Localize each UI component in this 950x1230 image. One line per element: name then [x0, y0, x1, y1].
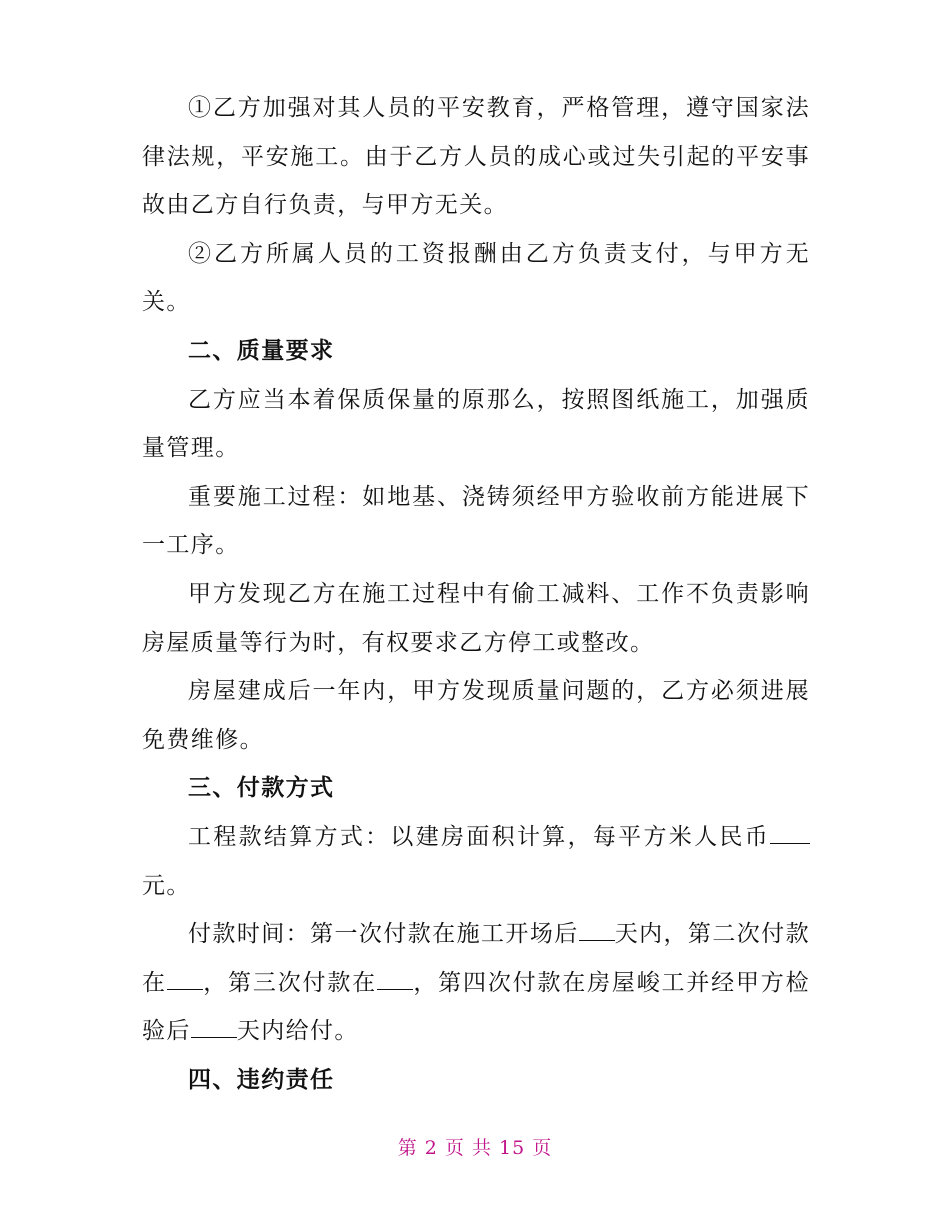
document-body	[142, 84, 810, 1104]
paragraph-payment-schedule	[142, 910, 810, 1056]
price-blank	[770, 821, 810, 844]
payment-text-2: 天内，第二次付款在	[142, 921, 811, 996]
paragraph-settlement	[142, 813, 810, 910]
paragraph-safety-education: ①乙方加强对其人员的平安教育，严格管理，遵守国家法律法规，平安施工。由于乙方人员的成心或过失引起的平安事故由乙方自行负责，与甲方无关。	[142, 95, 810, 219]
paragraph-wages: ②乙方所属人员的工资报酬由乙方负责支付，与甲方无关。	[142, 240, 810, 316]
section-heading-payment: 三、付款方式	[188, 774, 335, 802]
section-heading-liability: 四、违约责任	[188, 1065, 335, 1093]
payment-text-5: 天内给付。	[236, 1018, 359, 1045]
section-heading-quality: 二、质量要求	[188, 336, 335, 364]
paragraph-warranty: 房屋建成后一年内，甲方发现质量问题的，乙方必须进展免费维修。	[142, 678, 810, 753]
paragraph-key-process: 重要施工过程：如地基、浇铸须经甲方验收前方能进展下一工序。	[142, 483, 810, 559]
settlement-unit: 元。	[142, 872, 191, 899]
payment-text-1: 付款时间：第一次付款在施工开场后	[188, 921, 579, 948]
payment-text-4: ，第四次付款在房屋峻工并经甲方检验后	[142, 969, 810, 1045]
second-payment-blank	[167, 967, 203, 990]
fourth-payment-days-blank	[191, 1015, 237, 1038]
third-payment-blank	[377, 967, 413, 990]
settlement-text: 工程款结算方式：以建房面积计算，每平方米人民币	[188, 823, 770, 850]
first-payment-days-blank	[579, 918, 615, 941]
payment-text-3: ，第三次付款在	[202, 969, 377, 996]
page-number-footer: 第 2 页 共 15 页	[397, 1137, 553, 1159]
paragraph-quality-principle: 乙方应当本着保质保量的原那么，按照图纸施工，加强质量管理。	[142, 386, 810, 462]
paragraph-rectification: 甲方发现乙方在施工过程中有偷工减料、工作不负责影响房屋质量等行为时，有权要求乙方停工或整改。	[142, 580, 810, 656]
